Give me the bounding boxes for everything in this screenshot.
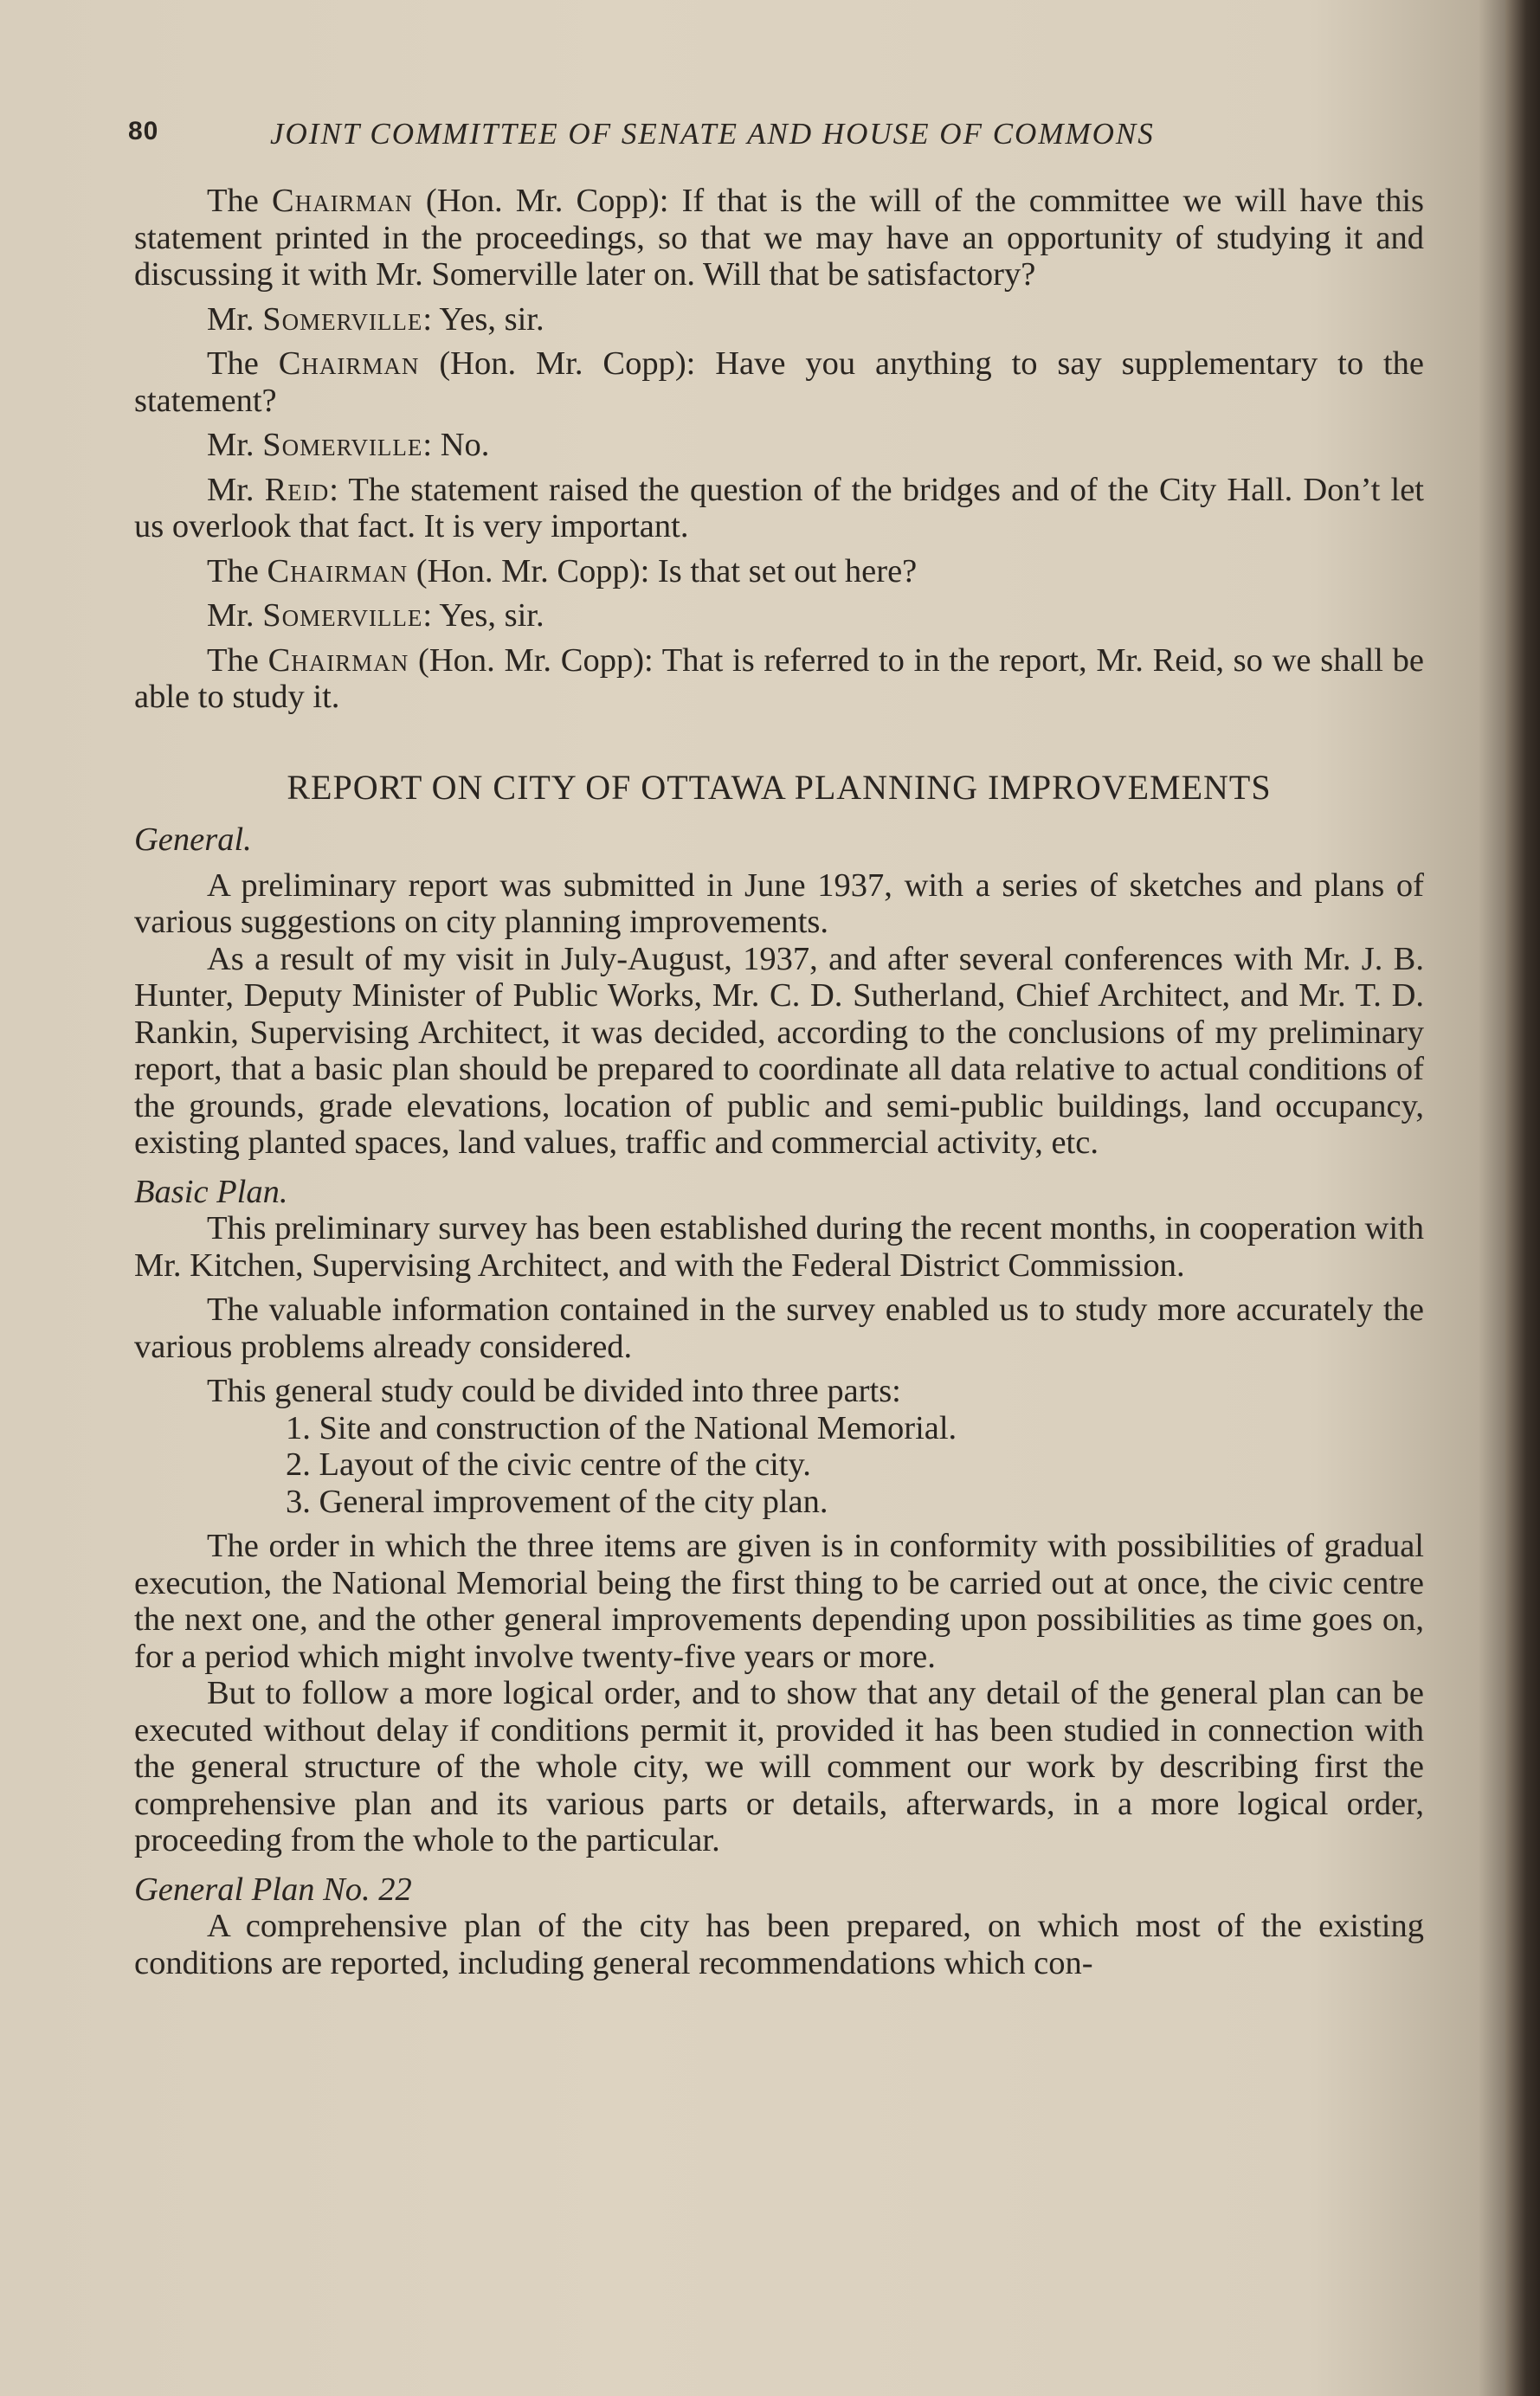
speaker-prefix: Mr. [207,597,263,634]
exchange-paragraph [134,553,1424,590]
section-heading-basic-plan: Basic Plan. [134,1173,288,1210]
list-item: 3. General improvement of the city plan. [286,1483,828,1520]
speaker-name: Chairman [267,641,409,679]
paragraph: A preliminary report was submitted in June 1937, with a series of sketches and plans of various suggestions on city planning improvements. [134,866,1424,940]
speech-text: If that is the will of the committee we will have this statement printed in the proceedings, so that we may have an opportunity of studying it and discussing it with Mr. Somerville later on. Will that be satisfactory? [134,183,1425,293]
speaker-role: (Hon. Mr. Copp): [418,641,662,679]
section-heading-general-plan: General Plan No. 22 [134,1871,412,1908]
speaker-prefix: Mr. [207,427,263,463]
exchange-paragraph [134,345,1424,419]
speaker-prefix: The [207,183,273,219]
exchange-paragraph [134,642,1424,716]
paragraph: A comprehensive plan of the city has been prepared, on which most of the existing conditions are reported, including general recommendations which con- [134,1908,1424,1981]
running-header [128,117,1279,151]
exchange-paragraph [134,427,1424,464]
speaker-colon: : [422,427,441,463]
speaker-name: Somerville [262,597,423,634]
page-body [134,183,1424,1981]
paragraph: The order in which the three items are given is in conformity with possibilities of gradual execution, the National Memorial being the first thing to be carried out at once, the civic centre the next one, and the other general improvements depending upon possibilities as time goes on, for a period which might involve twenty-five years or more. [134,1528,1424,1675]
exchange-paragraph [134,472,1424,545]
speech-text: Yes, sir. [439,597,544,634]
list-item: 2. Layout of the civic centre of the city. [286,1446,811,1483]
parts-list [134,1410,1424,1521]
paragraph: But to follow a more logical order, and to show that any detail of the general plan can be executed without delay if conditions permit it, provided it has been studied in connection with the general structure of the whole city, we will comment our work by describing first the comprehensive plan and its various parts or details, afterwards, in a more logical order, proceeding from the whole to the particular. [134,1675,1424,1858]
speaker-colon: : [422,597,440,634]
paragraph: The valuable information contained in the survey enabled us to study more accurately the various problems already considered. [134,1291,1424,1365]
speaker-role: (Hon. Mr. Copp): [416,552,658,589]
speaker-name: Chairman [272,183,413,219]
section-heading-general: General. [134,821,252,858]
speaker-prefix: The [207,641,268,679]
speech-text: Have you anything to say supplementary to the statement? [134,345,1425,419]
exchange-paragraph [134,301,1424,338]
speech-text: Yes, sir. [439,300,544,338]
paragraph: As a result of my visit in July-August, 1937, and after several conferences with Mr. J. B. Hunter, Deputy Minister of Public Works, Mr. C. D. Sutherland, Chief Architect, and Mr. T. D. Rankin, Supervising Architect, it was decided, according to the conclusions of my preliminary report, that a basic plan should be prepared to coordinate all data relative to actual conditions of the grounds, grade elevations, location of public and semi-public buildings, land occupancy, existing planted spaces, land values, traffic and commercial activity, etc. [134,940,1424,1161]
speaker-prefix: Mr. [207,471,265,508]
speech-text: Is that set out here? [657,552,918,589]
binding-edge [1505,0,1540,2396]
speaker-name: Somerville [262,300,423,338]
speech-text: That is referred to in the report, Mr. Reid, so we shall be able to study it. [134,641,1425,715]
speaker-prefix: Mr. [207,300,263,338]
speaker-role: (Hon. Mr. Copp): [425,183,682,219]
exchange-paragraph [134,183,1424,293]
paragraph: This general study could be divided into three parts: [207,1373,901,1409]
speaker-name: Reid [264,471,330,508]
speaker-colon: : [329,471,349,508]
speaker-prefix: The [207,552,267,589]
report-title: REPORT ON CITY OF OTTAWA PLANNING IMPROVEMENTS [287,767,1272,807]
speaker-name: Somerville [262,427,423,463]
speech-text: No. [440,427,490,463]
speaker-name: Chairman [278,345,420,382]
list-item: 1. Site and construction of the National Memorial. [286,1409,957,1446]
speaker-prefix: The [207,345,279,382]
speaker-role: (Hon. Mr. Copp): [439,345,716,382]
running-title: JOINT COMMITTEE OF SENATE AND HOUSE OF COMMONS [270,117,1155,151]
speaker-name: Chairman [267,552,409,589]
speaker-colon: : [422,300,440,338]
page-number: 80 [128,117,159,145]
exchange-paragraph [134,597,1424,634]
paragraph: This preliminary survey has been established during the recent months, in cooperation with Mr. Kitchen, Supervising Architect, and with the Federal District Commission. [134,1210,1424,1284]
speech-text: The statement raised the question of the bridges and of the City Hall. Don’t let us overlook that fact. It is very important. [134,471,1424,544]
